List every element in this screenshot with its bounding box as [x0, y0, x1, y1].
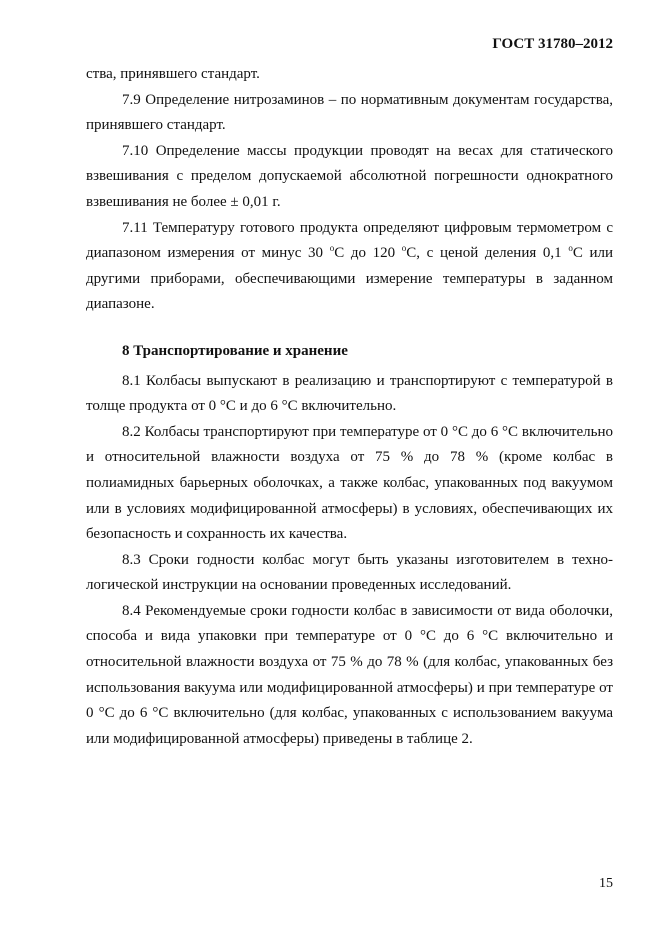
- paragraph-8-2: 8.2 Колбасы транспортируют при температуре от 0 °С до 6 °С включительно и относительной влажности воздуха от 75 % до 78 % (кроме колбас в полиамидных барьерных оболочках, а также колбас, упакованных под вакуумом или в условиях модифицированной атмосферы) в условиях, обеспечивающих их безопасность и сохранность их качества.: [86, 423, 613, 543]
- degree-mark: о: [329, 243, 335, 254]
- degree-mark: о: [568, 243, 573, 254]
- page-number: 15: [599, 876, 613, 891]
- paragraph-continuation: ства, принявшего стандарт.: [86, 66, 260, 82]
- paragraph-8-4: 8.4 Рекомендуемые сроки годности колбас в зависимости от вида оболочки, способа и вида упаковки при температуре от 0 °С до 6 °С включительно и относительной влажности воздуха от 75 % до 78 % (для колбас, упакованных без использования вакуума или модифицированной атмосферы) и при температуре от 0 °С до 6 °С включительно (для колбас, упакованных с использованием вакуума или модифицированной атмосферы) приведены в таблице 2.: [86, 602, 613, 747]
- paragraph-7-11-part-b: С до 120: [334, 245, 402, 262]
- paragraph-7-11-part-c: С, с ценой деления 0,1: [406, 245, 569, 262]
- paragraph-8-1: 8.1 Колбасы выпускают в реализацию и транспортируют с температурой в толще продукта от 0 °С и до 6 °С включительно.: [86, 372, 613, 415]
- paragraph-7-11: [86, 216, 613, 318]
- degree-mark: о: [401, 243, 407, 254]
- paragraph-7-11-part-d: С или другими приборами, обеспечивающими измерение температуры в заданном диапазоне.: [86, 245, 614, 313]
- paragraph-7-11-part-a: 7.11 Температуру готового продукта определяют цифровым термометром с диапазоном измерения от минус 30: [86, 219, 613, 262]
- document-header-id: ГОСТ 31780–2012: [492, 36, 613, 52]
- paragraph-8-3: 8.3 Сроки годности колбас могут быть указаны изготовителем в технологической инструкции на основании проведенных исследований.: [86, 551, 613, 594]
- paragraph-7-10: 7.10 Определение массы продукции проводят на весах для статического взвешивания с пределом допускаемой абсолютной погрешности однократного взвешивания не более ± 0,01 г.: [86, 142, 613, 210]
- page-body: [86, 62, 613, 752]
- section-8-title: 8 Транспортирование и хранение: [122, 342, 348, 359]
- paragraph-7-9: 7.9 Определение нитрозаминов – по нормативным документам государства, принявшего стандарт.: [86, 91, 613, 134]
